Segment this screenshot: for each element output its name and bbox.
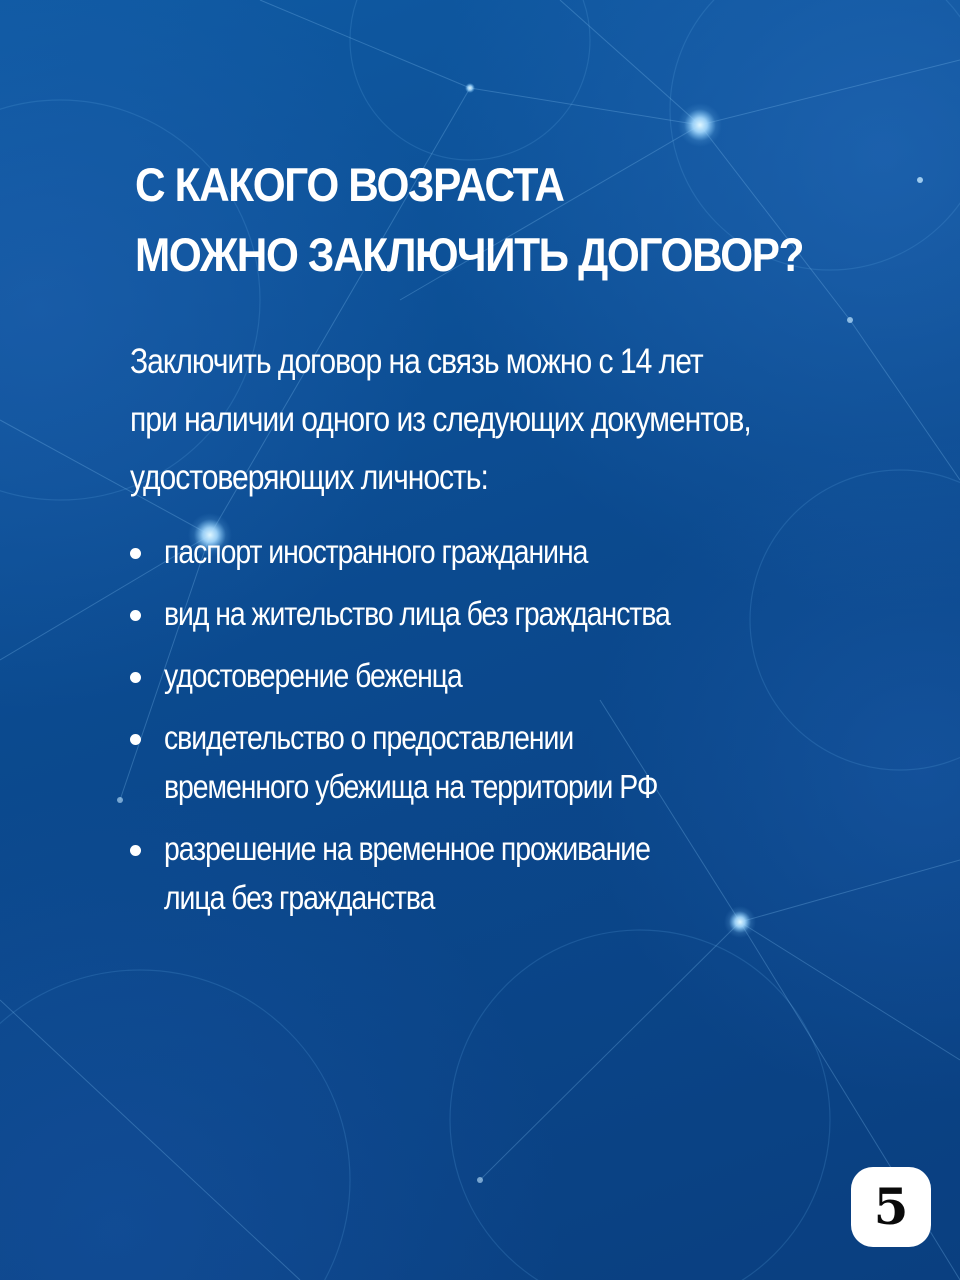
list-item-line-1: разрешение на временное проживание bbox=[164, 830, 650, 867]
page-title bbox=[135, 150, 803, 290]
bullet-dot-icon bbox=[130, 845, 141, 856]
intro-line-2: при наличии одного из следующих документов, bbox=[130, 400, 751, 439]
page-number-badge bbox=[851, 1167, 931, 1247]
intro-line-1: Заключить договор на связь можно с 14 лет bbox=[130, 342, 703, 381]
list-item-line-2: лица без гражданства bbox=[164, 879, 435, 916]
intro-line-3: удостоверяющих личность: bbox=[130, 458, 488, 497]
list-item bbox=[130, 527, 752, 576]
title-line-2: МОЖНО ЗАКЛЮЧИТЬ ДОГОВОР? bbox=[135, 228, 804, 281]
list-item-text bbox=[164, 651, 670, 700]
bullet-dot-icon bbox=[130, 610, 141, 621]
list-item bbox=[130, 651, 752, 700]
title-line-1: С КАКОГО ВОЗРАСТА bbox=[135, 158, 564, 211]
list-item-line-1: свидетельство о предоставлении bbox=[164, 719, 574, 756]
bullet-dot-icon bbox=[130, 548, 141, 559]
list-item bbox=[130, 713, 752, 811]
list-item-text bbox=[164, 824, 670, 922]
page-number: 5 bbox=[873, 1177, 909, 1236]
list-item-text bbox=[164, 713, 670, 811]
documents-list bbox=[130, 527, 752, 935]
list-item-text bbox=[164, 589, 670, 638]
list-item-line-1: вид на жительство лица без гражданства bbox=[164, 595, 670, 632]
list-item-text bbox=[164, 527, 670, 576]
list-item bbox=[130, 824, 752, 922]
list-item-line-2: временного убежища на территории РФ bbox=[164, 768, 658, 805]
bullet-dot-icon bbox=[130, 672, 141, 683]
bullet-dot-icon bbox=[130, 734, 141, 745]
list-item-line-1: удостоверение беженца bbox=[164, 657, 462, 694]
list-item bbox=[130, 589, 752, 638]
intro-paragraph bbox=[130, 333, 751, 507]
list-item-line-1: паспорт иностранного гражданина bbox=[164, 533, 588, 570]
